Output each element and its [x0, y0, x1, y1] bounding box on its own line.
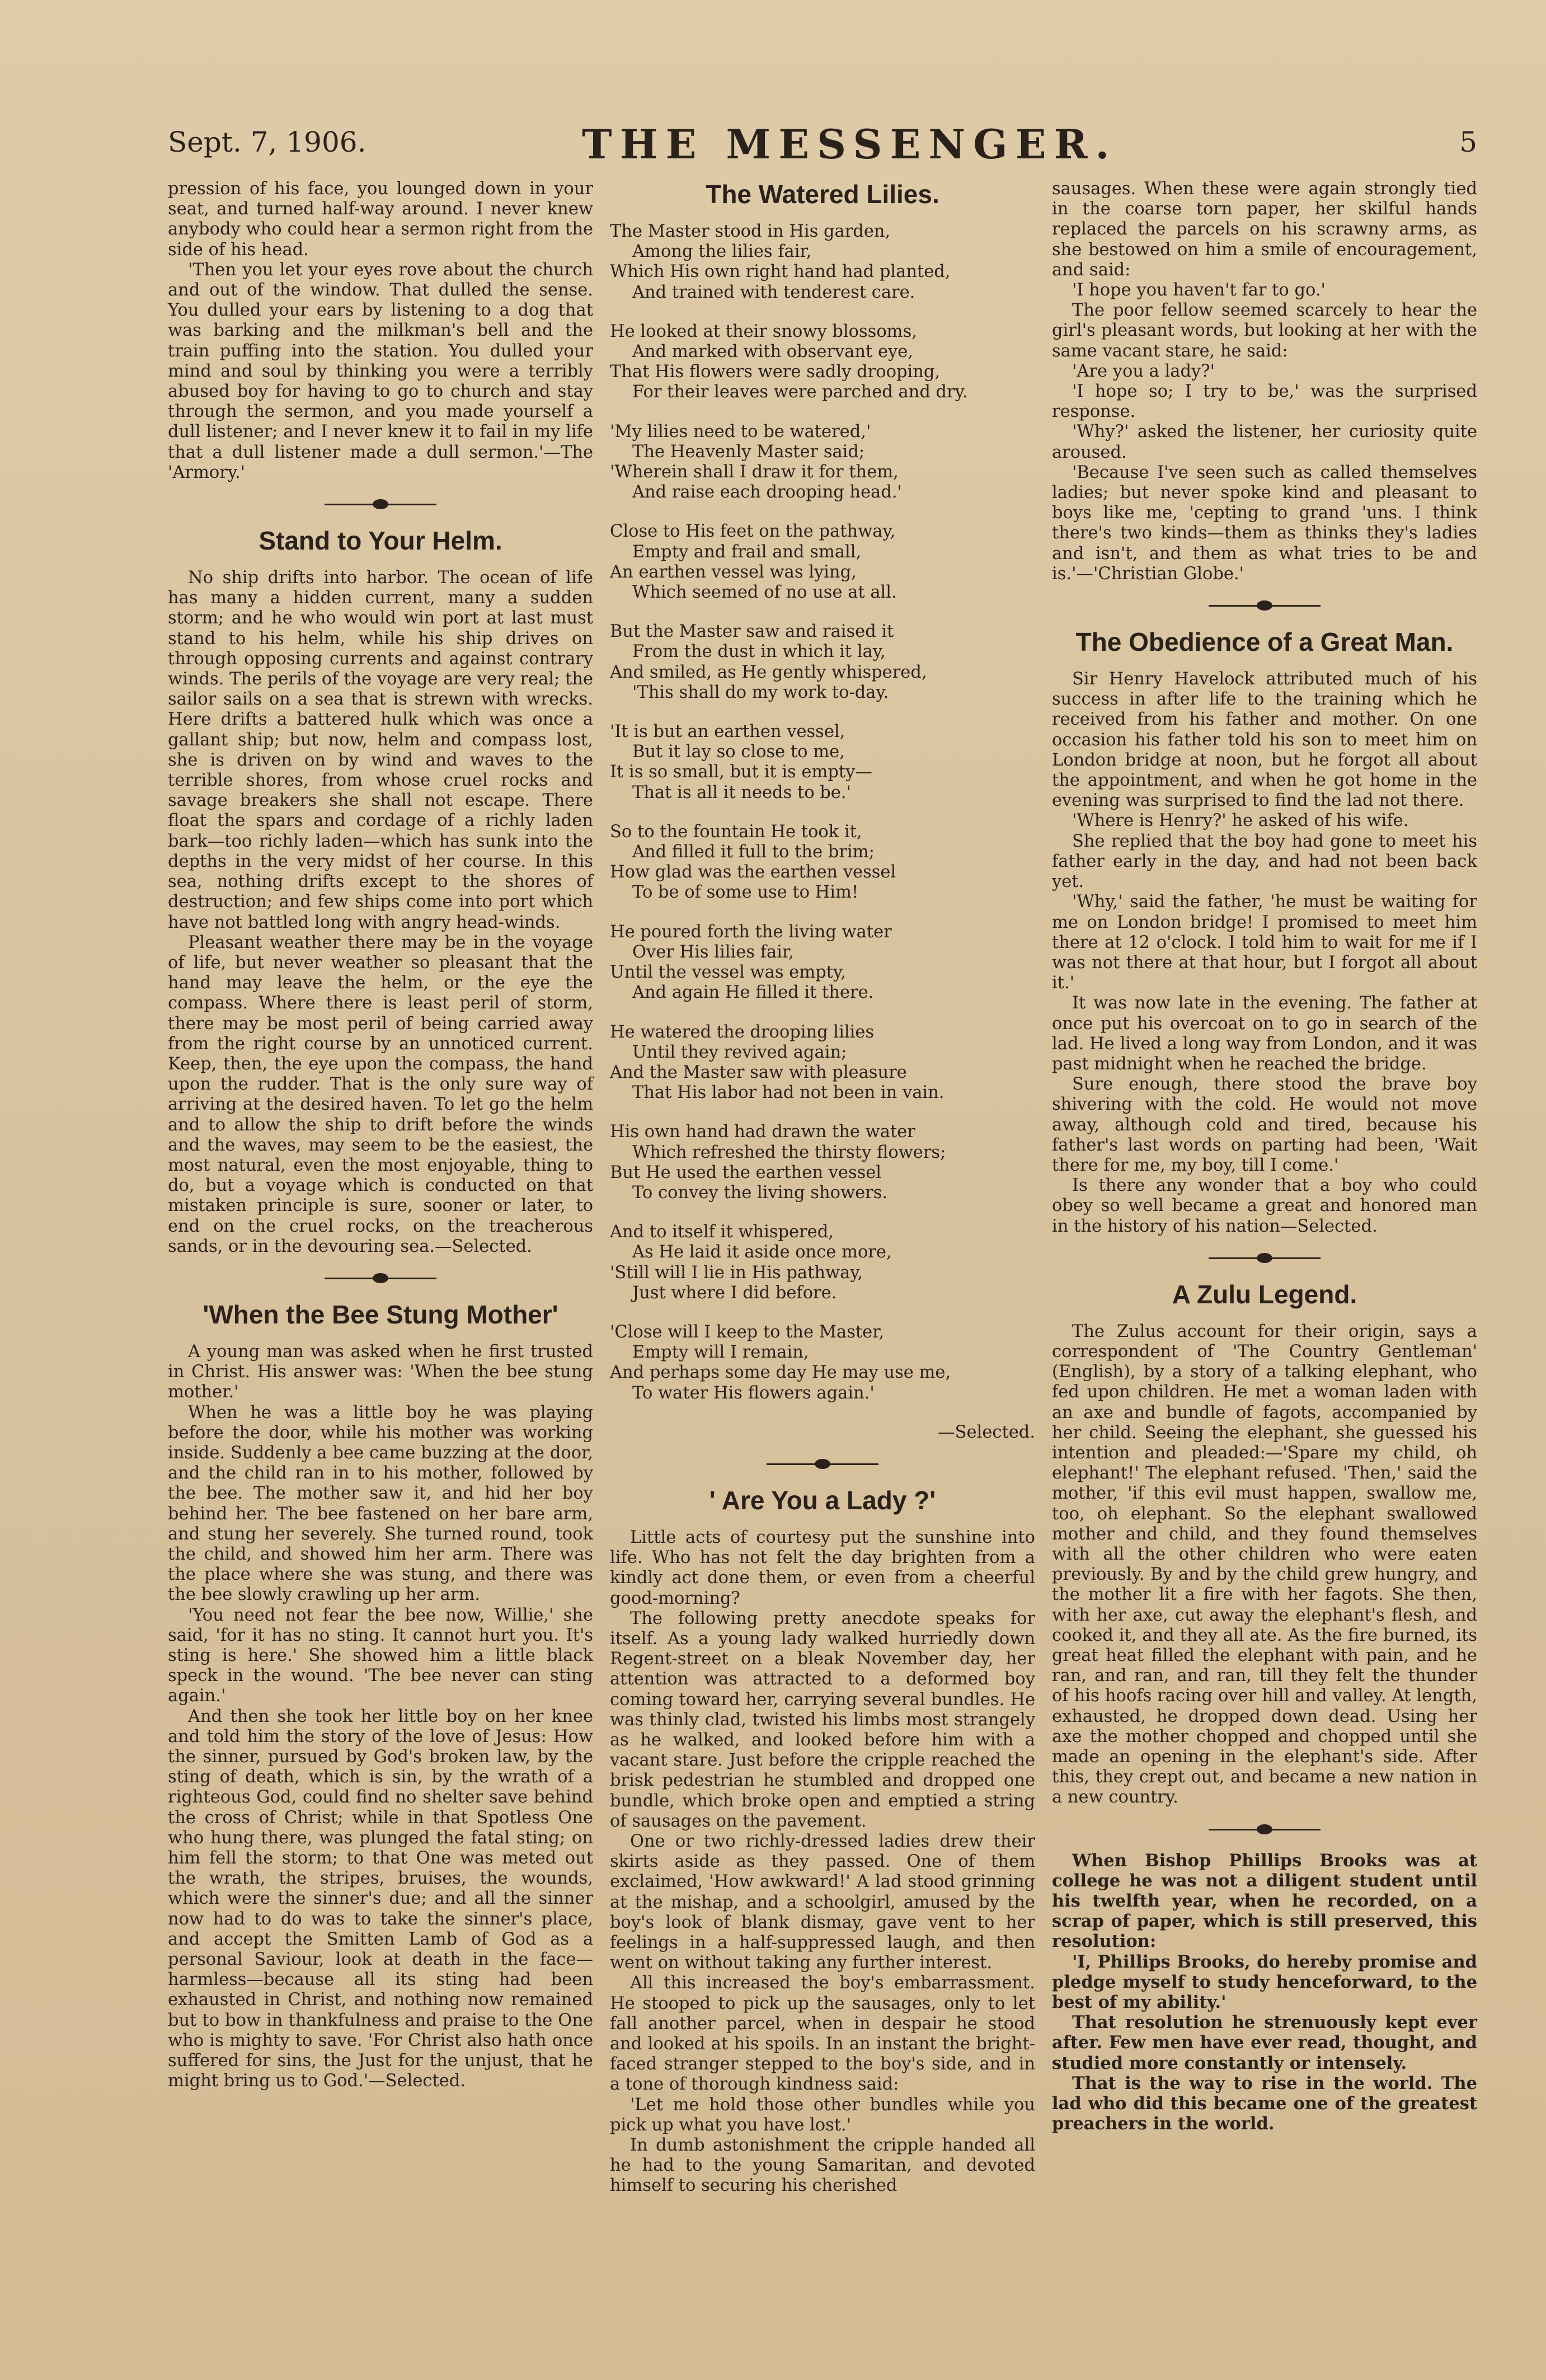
article-paragraph: The following pretty anecdote speaks for itself. As a young lady walked hurriedly down Regent-street on a bleak November day, her attention was attracted to a deformed boy coming toward her, carrying several bundles. He was thinly clad, twisted his limbs most strangely as he walked, and looked before him with a vacant stare. Just before the cripple reached the brisk pedestrian he stumbled and dropped one bundle, which broke open and emptied a string of sausages on the pavement. [610, 1608, 1035, 1831]
poem-line: From the dust in which it lay, [632, 642, 886, 662]
poem-line: For their leaves were parched and dry. [632, 382, 968, 402]
masthead [168, 120, 1477, 171]
poem-line: To be of some use to Him! [632, 882, 859, 903]
section-divider [1209, 599, 1321, 612]
article-paragraph: When he was a little boy he was playing before the door, while his mother was working inside. Suddenly a bee came buzzing at the door, and the child ran in to his mother, followed by the bee. The mother saw it, and hid her boy behind her. The bee fastened on her bare arm, and stung her severely. She turned round, took the child, and showed him her arm. There was the place where she was stung, and there was the bee slowly crawling up her arm. [168, 1402, 593, 1605]
poem-line: And again He filled it there. [632, 983, 874, 1003]
poem-line: But He used the earthen vessel [610, 1162, 882, 1182]
section-divider [325, 1271, 436, 1285]
poem-stanza [610, 622, 1035, 703]
article-paragraph: The Zulus account for their origin, says a correspondent of 'The Country Gentleman' (English), by a story of a talking elephant, who fed upon children. He met a woman laden with an axe and bundle of fagots, accompanied by her child. Seeing the elephant, she guessed his intention and pleaded:—'Spare my child, oh elephant!' The elephant refused. 'Then,' said the mother, 'if this evil must happen, swallow me, too, oh elephant. So the elephant swallowed mother and child, and they found themselves with all the other children who were eaten previously. By and by the child grew hungry, and the mother lit a fire with her fagots. She then, with her axe, cut away the elephant's flesh, and cooked it, and they all ate. As the fire burned, its great heat filled the elephant with pain, and he ran, and ran, and ran, till they felt the thunder of his hoofs racing over hill and valley. At length, exhausted, he dropped down dead. Using her axe the mother chopped and chopped until she made an opening in the elephant's side. After this, they crept out, and became a new nation in a new country. [1052, 1321, 1477, 1808]
poem-line: Until they revived again; [632, 1042, 847, 1062]
newspaper-title: THE MESSENGER. [582, 120, 1117, 168]
article-paragraph: The poor fellow seemed scarcely to hear the girl's pleasant words, but looking at her with the same vacant stare, he said: [1052, 301, 1477, 361]
poem-line: Which His own right hand had planted, [610, 262, 951, 282]
poem-line: 'It is but an earthen vessel, [610, 722, 845, 742]
section-divider [1209, 1251, 1321, 1265]
poem-line: To convey the living showers. [632, 1182, 888, 1203]
article-paragraph: 'Why?' asked the listener, her curiosity quite aroused. [1052, 422, 1477, 462]
article-title-lilies: The Watered Lilies. [706, 180, 939, 209]
poem-stanza [610, 1322, 1035, 1403]
article-paragraph: And then she took her little boy on her knee and told him the story of the love of Jesus: How the sinner, pursued by God's broken law, by the sting of death, which is sin, by the wrath of a righteous God, could find no shelter save behind the cross of Christ; while in that Spotless One who hung there, was plunged the fatal sting; on him fell the storm; to that One was meted out the wrath, the stripes, bruises, the wounds, which were the sinner's due; and all the sinner now had to do was to take the sinner's place, and accept the Smitten Lamb of God as a personal Saviour, look at death in the face—harmless—because all its sting had been exhausted in Christ, and nothing now remained but to bow in thankfulness and praise to the One who is mighty to save. 'For Christ also hath once suffered for sins, the Just for the unjust, that he might bring us to God.'—Selected. [168, 1706, 593, 2091]
article-title-helm: Stand to Your Helm. [259, 526, 502, 556]
poem-stanza [610, 522, 1035, 603]
section-divider [1209, 1823, 1321, 1836]
article-paragraph: 'You need not fear the bee now, Willie,' she said, 'for it has no sting. It cannot hurt you. It's sting is here.' She showed him a little black speck in the wound. 'The bee never can sting again.' [168, 1605, 593, 1706]
poem-line: To water His flowers again.' [632, 1383, 875, 1403]
poem-line: An earthen vessel was lying, [610, 562, 857, 582]
poem-line: So to the fountain He took it, [610, 822, 862, 842]
poem-line: Close to His feet on the pathway, [610, 522, 896, 542]
poem-line: 'My lilies need to be watered,' [610, 421, 871, 442]
poem-line: Empty will I remain, [632, 1342, 809, 1363]
article-paragraph: In dumb astonishment the cripple handed all he had to the young Samaritan, and devoted himself to securing his cherished [610, 2135, 1035, 2196]
article-paragraph: pression of his face, you lounged down in your seat, and turned half-way around. I never knew anybody who could hear a sermon right from the side of his head. [168, 179, 593, 260]
article-paragraph: Sure enough, there stood the brave boy shivering with the cold. He would not move away, although cold and tired, because his father's last words on parting had been, 'Wait there for me, my boy, till I come.' [1052, 1074, 1477, 1175]
article-paragraph: All this increased the boy's embarrassment. He stooped to pick up the sausages, only to let fall another parcel, when in despair he stood and looked at his spoils. In an instant the bright-faced stranger stepped to the boy's side, and in a tone of thorough kindness said: [610, 1973, 1035, 2095]
poem [610, 222, 1035, 1403]
column-2 [610, 179, 1035, 2196]
article-paragraph: 'I hope you haven't far to go.' [1072, 280, 1326, 301]
poem-line: The Heavenly Master said; [632, 442, 865, 462]
poem-stanza [610, 1122, 1035, 1203]
article-paragraph: Sir Henry Havelock attributed much of his success in after life to the training which he received from his father and mother. On one occasion his father told his son to meet him on London bridge at noon, but he forgot all about the appointment, and when he got home in the evening was surprised to find the lad not there. [1052, 669, 1477, 811]
poem-line: And smiled, as He gently whispered, [610, 662, 927, 682]
poem-line: Among the lilies fair, [632, 242, 812, 262]
poem-line: And to itself it whispered, [610, 1222, 834, 1242]
poem-line: The Master stood in His garden, [610, 222, 891, 241]
poem-line: 'Wherein shall I draw it for them, [610, 462, 899, 482]
poem-line: That His flowers were sadly drooping, [610, 362, 941, 382]
poem-line: But it lay so close to me, [632, 742, 845, 762]
article-paragraph: That is the way to rise in the world. The lad who did this became one of the greatest preachers in the world. [1052, 2073, 1477, 2134]
article-paragraph: 'Where is Henry?' he asked of his wife. [1072, 811, 1409, 831]
poem-line: He looked at their snowy blossoms, [610, 321, 917, 341]
article-title-bee: 'When the Bee Stung Mother' [203, 1299, 558, 1329]
poem-line: Until the vessel was empty, [610, 963, 846, 983]
issue-date: Sept. 7, 1906. [168, 126, 366, 158]
poem-signature: —Selected. [938, 1422, 1035, 1442]
poem-line: His own hand had drawn the water [610, 1122, 915, 1142]
poem-stanza [610, 1222, 1035, 1303]
poem-stanza [610, 922, 1035, 1003]
article-paragraph: 'I, Phillips Brooks, do hereby promise and pledge myself to study henceforward, to the best of my ability.' [1052, 1951, 1477, 2013]
poem-line: Which refreshed the thirsty flowers; [632, 1142, 946, 1162]
article-paragraph: 'Why,' said the father, 'he must be waiting for me on London bridge! I promised to meet him there at 12 o'clock. I told him to wait for me if I was not there at that hour, but I forgot all about it.' [1052, 892, 1477, 993]
column-3 [1052, 179, 1477, 2134]
article-paragraph: No ship drifts into harbor. The ocean of life has many a hidden current, many a sudden storm; and he who would win port at last must stand to his helm, while his ship drives on through opposing currents and against contrary winds. The perils of the voyage are very real; the sailor sails on a sea that is strewn with wrecks. Here drifts a battered hulk which was once a gallant ship; but now, helm and compass lost, she is driven on by wind and waves to the terrible shores, from whose cruel rocks and savage breakers she shall not escape. There float the spars and cordage of a richly laden bark—too richly laden—which has sunk into the depths in the very midst of her course. In this sea, nothing drifts except to the shores of destruction; and few ships come into port which have not battled long with angry head-winds. [168, 568, 593, 932]
poem-line: 'This shall do my work to-day. [632, 682, 889, 702]
poem-line: And perhaps some day He may use me, [610, 1363, 951, 1383]
article-paragraph: 'Are you a lady?' [1072, 361, 1215, 381]
poem-line: And marked with observant eye, [632, 342, 913, 362]
poem-stanza [610, 322, 1035, 403]
poem-line: Which seemed of no use at all. [632, 583, 897, 603]
article-paragraph: 'I hope so; I try to be,' was the surprised response. [1052, 382, 1477, 422]
poem-stanza [610, 422, 1035, 503]
article-title-zulu: A Zulu Legend. [1172, 1279, 1357, 1309]
article-paragraph: When Bishop Phillips Brooks was at college he was not a diligent student until his twelfth year, when he recorded, on a scrap of paper, which is still preserved, this resolution: [1052, 1850, 1477, 1952]
poem-line: And filled it full to the brim; [632, 842, 875, 862]
article-paragraph: 'Then you let your eyes rove about the church and out of the window. That dulled the sense. You dulled your ears by listening to a dog that was barking and the milkman's bell and the train puffing into the station. You dulled your mind and soul by thinking you were a terribly abused boy for having to go to church and stay through the sermon, and you made yourself a dull listener; and I never knew it to fail in my life that a dull listener made a dull sermon.'—The 'Armory.' [168, 260, 593, 482]
poem-line: 'Still will I lie in His pathway, [610, 1262, 863, 1283]
poem-line: That His labor had not been in vain. [632, 1083, 944, 1103]
poem-line: And trained with tenderest care. [632, 282, 915, 302]
article-paragraph: One or two richly-dressed ladies drew their skirts aside as they passed. One of them exclaimed, 'How awkward!' A lad stood grinning at the mishap, and a schoolgirl, amused by the boy's look of blank dismay, gave vent to her feelings in a half-suppressed laugh, and then went on without taking any further interest. [610, 1832, 1035, 1973]
poem-line: As He laid it aside once more, [632, 1242, 892, 1262]
article-paragraph: Little acts of courtesy put the sunshine into life. Who has not felt the day brighten from a kindly act done them, or even from a cheerful good-morning? [610, 1527, 1035, 1608]
article-paragraph: sausages. When these were again strongly tied in the coarse torn paper, her skilful hands replaced the parcels on his scrawny arms, as she bestowed on him a smile of encouragement, and said: [1052, 179, 1477, 280]
article-paragraph: 'Let me hold those other bundles while you pick up what you have lost.' [610, 2095, 1035, 2135]
poem-line: Over His lilies fair, [632, 942, 794, 962]
article-paragraph: It was now late in the evening. The father at once put his overcoat on to go in search of the lad. He lived a long way from London, and it was past midnight when he reached the bridge. [1052, 993, 1477, 1074]
column-1 [168, 179, 593, 2091]
poem-stanza [610, 222, 1035, 303]
article-paragraph: Pleasant weather there may be in the voyage of life, but never weather so pleasant that the hand may leave the helm, or the eye the compass. Where there is least peril of storm, there may be most peril of being carried away from the right course by an unnoticed current. Keep, then, the eye upon the compass, the hand upon the rudder. That is the only sure way of arriving at the desired haven. To let go the helm and to allow the ship to drift before the winds and the waves, may seem to be the easiest, the most natural, even the most enjoyable, thing to do, but a voyage which is conducted on that mistaken principle is sure, sooner or later, to end on the cruel rocks, on the treacherous sands, or in the devouring sea.—Selected. [168, 932, 593, 1256]
poem-line: But the Master saw and raised it [610, 622, 894, 642]
poem-line: He watered the drooping lilies [610, 1022, 875, 1042]
brooks-item [1052, 1851, 1477, 2134]
article-paragraph: She replied that the boy had gone to meet his father early in the day, and had not been back yet. [1052, 831, 1477, 892]
article-paragraph: A young man was asked when he first trusted in Christ. His answer was: 'When the bee stung mother.' [168, 1341, 593, 1402]
poem-line: Empty and frail and small, [632, 542, 862, 562]
poem-stanza [610, 722, 1035, 803]
article-title-lady: ' Are You a Lady ?' [709, 1485, 936, 1515]
poem-line: He poured forth the living water [610, 922, 892, 942]
poem-line: And the Master saw with pleasure [610, 1062, 907, 1082]
poem-line: And raise each drooping head.' [632, 482, 902, 503]
poem-stanza [610, 822, 1035, 903]
poem-line: It is so small, but it is empty— [610, 762, 872, 782]
article-title-havelock: The Obedience of a Great Man. [1075, 627, 1454, 657]
page-number: 5 [1459, 126, 1477, 158]
poem-stanza [610, 1022, 1035, 1104]
poem-line: That is all it needs to be.' [632, 782, 851, 802]
article-paragraph: That resolution he strenuously kept ever after. Few men have ever read, thought, and studied more constantly or intensely. [1052, 2012, 1477, 2073]
article-paragraph: Is there any wonder that a boy who could obey so well became a great and honored man in the history of his nation—Selected. [1052, 1176, 1477, 1236]
poem-line: How glad was the earthen vessel [610, 862, 896, 882]
article-paragraph: 'Because I've seen such as called themselves ladies; but never spoke kind and pleasant to boys like me, 'cepting to grand 'uns. I think there's two kinds—them as thinks they's ladies and isn't, and them as what tries to be and is.'—'Christian Globe.' [1052, 462, 1477, 584]
poem-line: 'Close will I keep to the Master, [610, 1322, 885, 1342]
poem-line: Just where I did before. [632, 1283, 837, 1303]
section-divider [767, 1457, 878, 1471]
section-divider [325, 497, 436, 511]
